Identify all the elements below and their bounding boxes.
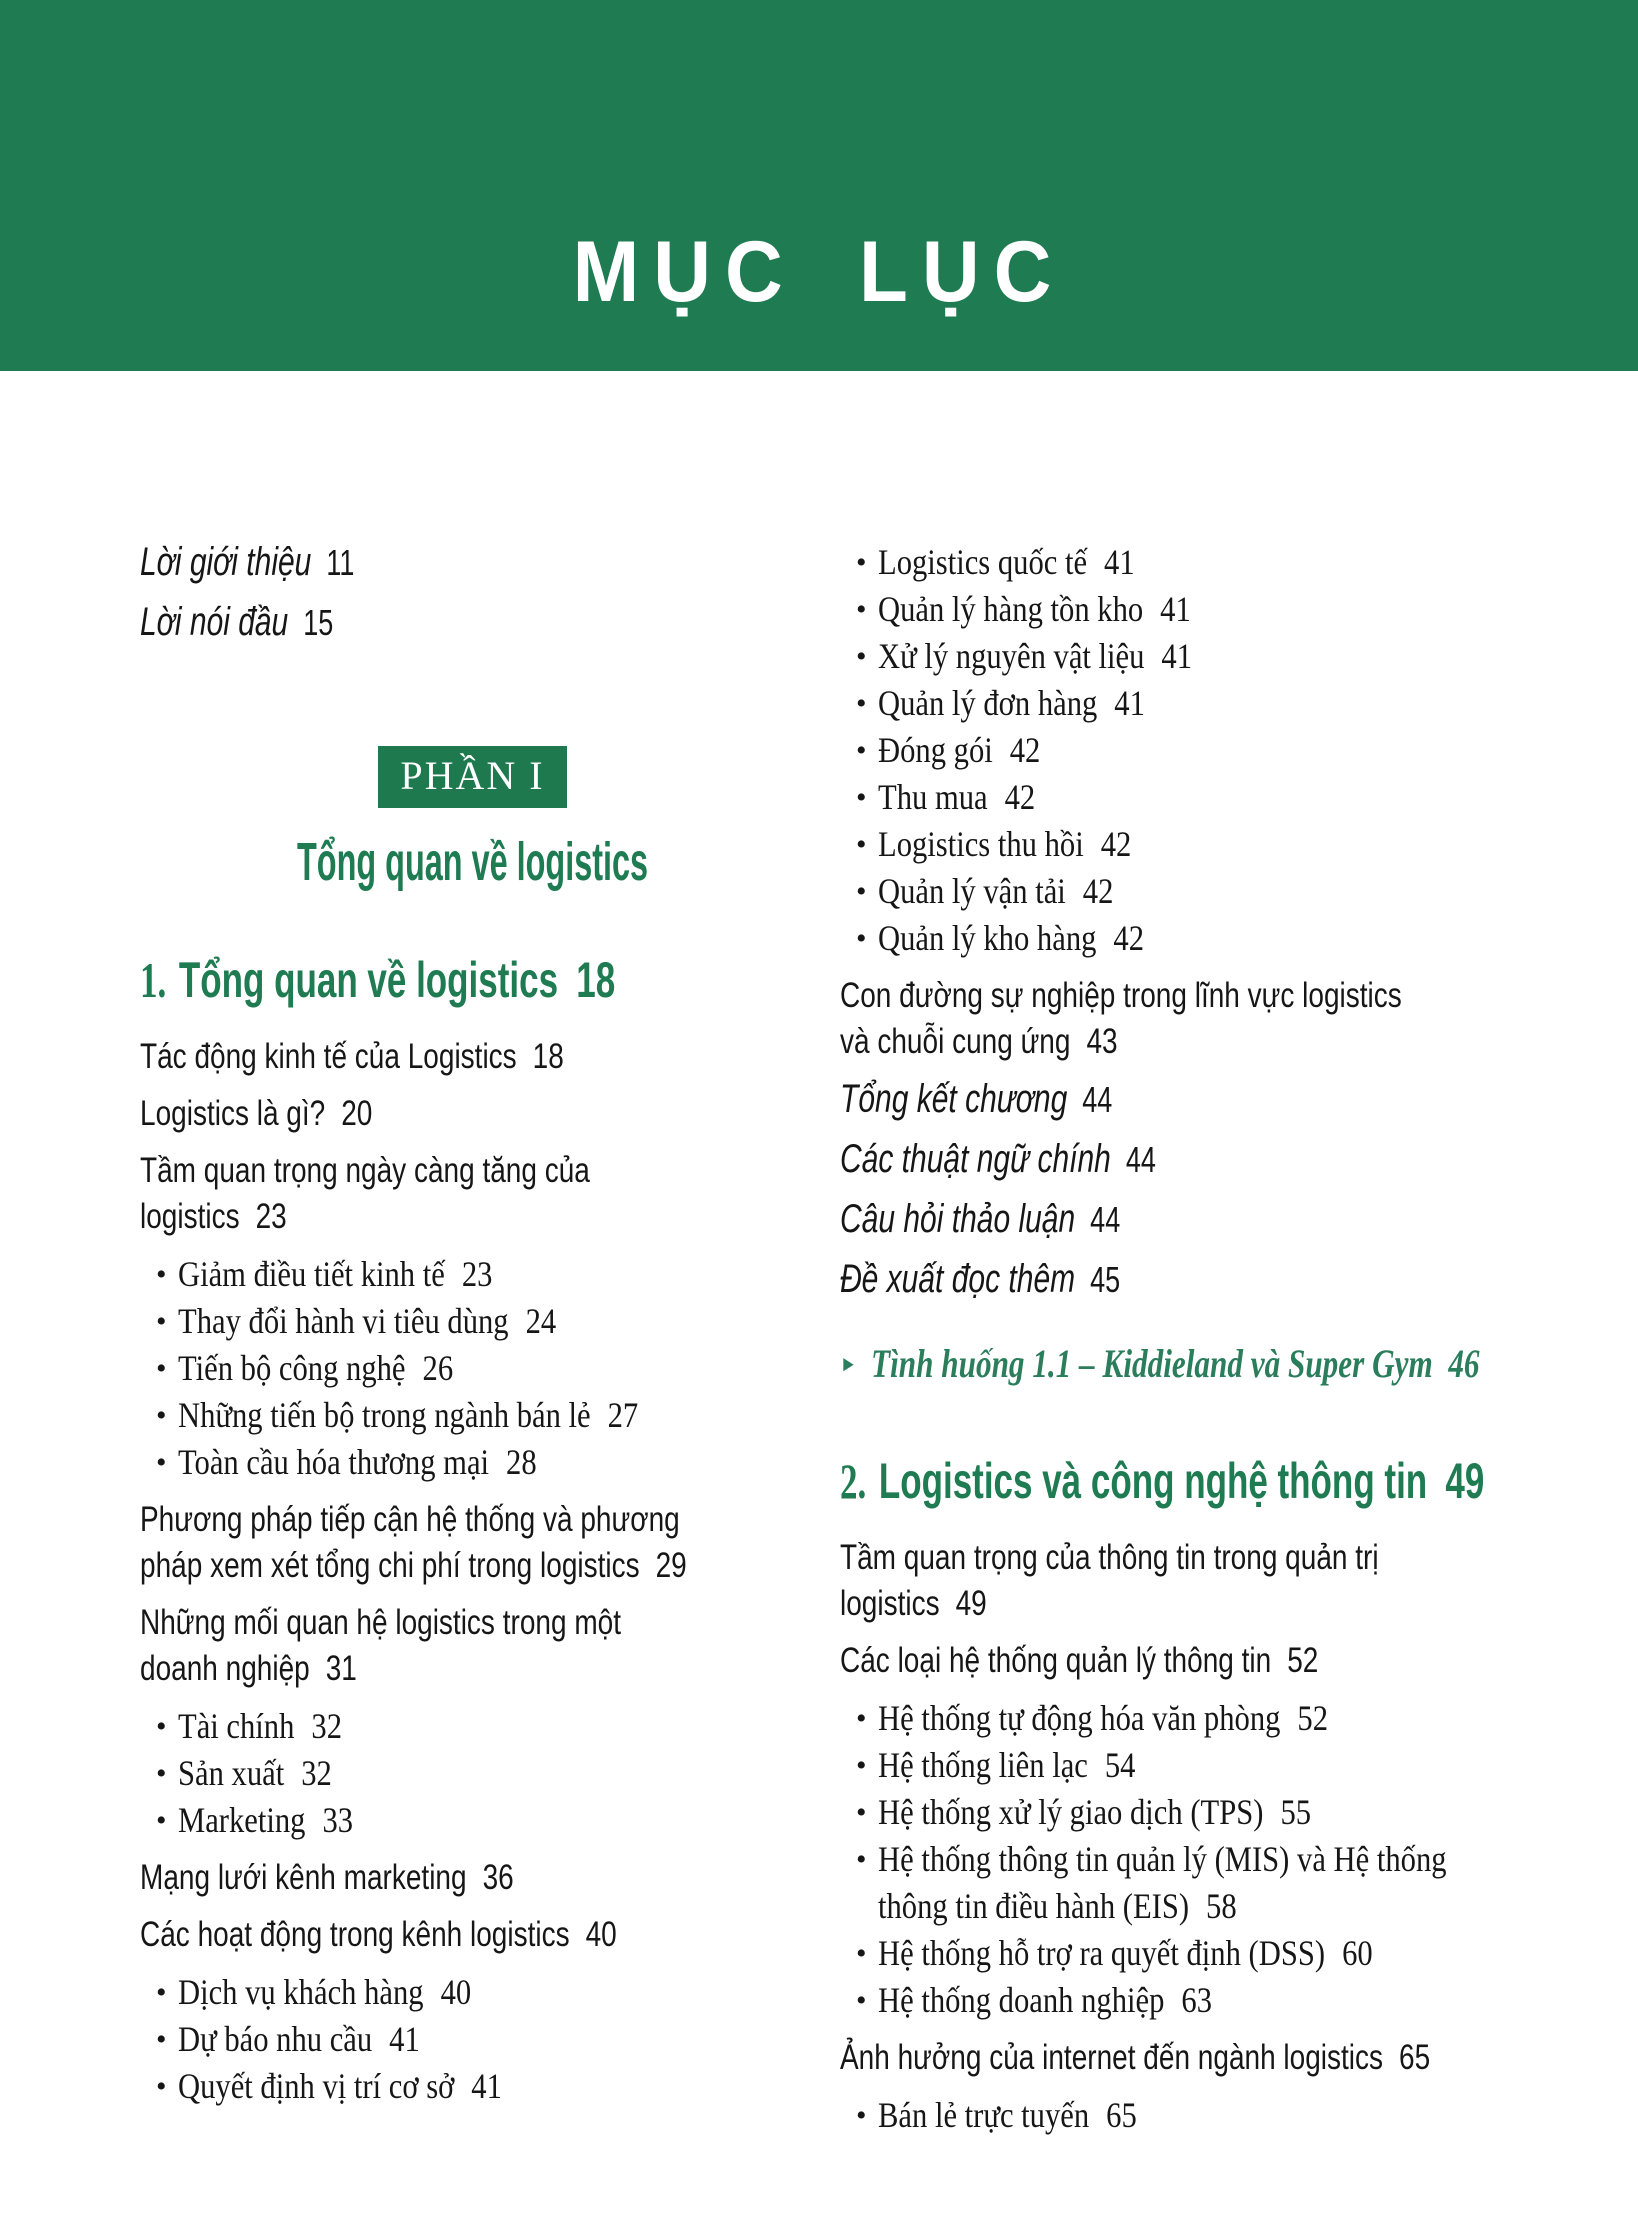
bullet-icon: • <box>856 781 867 814</box>
page-number: 41 <box>389 2019 420 2059</box>
bullet-icon: • <box>856 922 867 955</box>
toc-entry-bullet <box>840 633 1598 680</box>
bullet-icon: • <box>856 1843 867 1876</box>
toc-entry-frontmatter <box>140 539 805 586</box>
page-number: 41 <box>1161 636 1193 676</box>
page-number: 41 <box>1114 683 1145 723</box>
page-number: 41 <box>1104 542 1135 582</box>
toc-entry-text: Câu hỏi thảo luận <box>840 1197 1076 1241</box>
page-number: 60 <box>1342 1933 1373 1973</box>
toc-entry-text: Lời giới thiệu <box>140 540 312 584</box>
bullet-icon: • <box>856 1984 867 2017</box>
bullet-icon: • <box>856 593 867 626</box>
toc-entry-text: Hệ thống tự động hóa văn phòng <box>878 1698 1281 1738</box>
bullet-icon: • <box>156 1976 167 2009</box>
page-number: 36 <box>482 1858 514 1897</box>
toc-entry-section <box>840 1638 1598 1684</box>
toc-entry-text: Đóng gói <box>878 730 993 770</box>
page-number: 55 <box>1280 1792 1312 1832</box>
toc-entry-part-title <box>140 832 805 892</box>
toc-entry-text: Tổng kết chương <box>840 1077 1068 1121</box>
toc-column-right <box>840 539 1598 2139</box>
page-number: 33 <box>322 1800 354 1840</box>
page-number: 20 <box>341 1094 373 1133</box>
toc-entry-bullet <box>840 539 1598 586</box>
bullet-icon: • <box>856 875 867 908</box>
toc-entry-bullet <box>140 1750 805 1797</box>
chapter-title: Logistics và công nghệ thông tin <box>878 1453 1428 1509</box>
page-number: 23 <box>255 1197 287 1236</box>
toc-entry-bullet <box>140 1439 805 1486</box>
toc-entry-bullet <box>140 1969 805 2016</box>
toc-entry-bullet <box>840 868 1598 915</box>
toc-entry-bullet <box>840 1930 1598 1977</box>
page-number: 27 <box>607 1395 639 1435</box>
toc-entry-text: Tầm quan trọng của thông tin trong quản trị <box>840 1538 1379 1577</box>
page-number: 40 <box>440 1972 472 2012</box>
bullet-icon: • <box>156 1757 167 1790</box>
page-number: 43 <box>1086 1022 1118 1061</box>
toc-entry-text: Quản lý hàng tồn kho <box>878 589 1144 629</box>
page-number: 42 <box>1009 730 1041 770</box>
page-number: 29 <box>655 1546 687 1585</box>
page-number: 24 <box>525 1301 557 1341</box>
toc-entry-bullet <box>840 680 1598 727</box>
page-number: 63 <box>1181 1980 1212 2020</box>
page-number: 42 <box>1100 824 1132 864</box>
chapter-number: 2. <box>840 1453 867 1509</box>
toc-entry-text: Marketing <box>178 1800 306 1840</box>
page-number: 40 <box>585 1915 617 1954</box>
toc-entry-bullet <box>140 1298 805 1345</box>
page-number: 42 <box>1082 871 1114 911</box>
page-number: 15 <box>303 602 334 643</box>
page-number: 11 <box>326 542 355 583</box>
page-number: 32 <box>311 1706 343 1746</box>
toc-entry-section <box>140 1148 805 1240</box>
bullet-icon: • <box>156 2023 167 2056</box>
toc-entry-text: logistics <box>140 1197 240 1236</box>
page-number: 58 <box>1206 1886 1237 1926</box>
toc-entry-text: Sản xuất <box>178 1753 285 1793</box>
bullet-icon: • <box>856 687 867 720</box>
toc-entry-frontmatter <box>140 599 805 646</box>
toc-entry-bullet <box>840 1836 1598 1930</box>
toc-entry-text: Hệ thống thông tin quản lý (MIS) và Hệ thống <box>878 1839 1447 1879</box>
toc-entry-text: Dịch vụ khách hàng <box>178 1972 424 2012</box>
page-number: 32 <box>301 1753 332 1793</box>
toc-entry-text: Toàn cầu hóa thương mại <box>178 1442 490 1482</box>
bullet-icon: • <box>856 2099 867 2132</box>
toc-entry-bullet <box>840 586 1598 633</box>
page-number: 23 <box>461 1254 493 1294</box>
bullet-icon: • <box>156 1446 167 1479</box>
page-number: 44 <box>1125 1139 1156 1180</box>
page-number: 65 <box>1106 2095 1137 2135</box>
toc-entry-text: Hệ thống xử lý giao dịch (TPS) <box>878 1792 1264 1832</box>
toc-entry-frontmatter <box>840 1076 1598 1123</box>
page-number: 49 <box>955 1584 987 1623</box>
toc-entry-section <box>140 1497 805 1589</box>
toc-entry-text: Logistics là gì? <box>140 1094 326 1133</box>
bullet-icon: • <box>856 734 867 767</box>
toc-entry-text: Phương pháp tiếp cận hệ thống và phương <box>140 1500 680 1539</box>
toc-entry-bullet <box>840 1695 1598 1742</box>
toc-entry-text: Những tiến bộ trong ngành bán lẻ <box>178 1395 591 1435</box>
bullet-icon: • <box>856 640 867 673</box>
toc-entry-text: Hệ thống hỗ trợ ra quyết định (DSS) <box>878 1933 1326 1973</box>
page-number: 41 <box>1160 589 1191 629</box>
toc-entry-bullet <box>840 821 1598 868</box>
page-number: 42 <box>1113 918 1145 958</box>
toc-entry-text: Lời nói đầu <box>140 600 289 644</box>
toc-entry-section <box>140 1091 805 1137</box>
toc-entry-section <box>840 1535 1598 1627</box>
bullet-icon: • <box>856 546 867 579</box>
page-number: 18 <box>576 952 616 1008</box>
page-number: 44 <box>1082 1079 1113 1120</box>
bullet-icon: • <box>856 1702 867 1735</box>
case-title: Tình huống 1.1 – Kiddieland và Super Gym <box>871 1341 1433 1386</box>
page-number: 45 <box>1090 1259 1121 1300</box>
page-number: 49 <box>1445 1453 1485 1509</box>
page-number: 52 <box>1287 1641 1319 1680</box>
toc-entry-text: thông tin điều hành (EIS) <box>878 1886 1190 1926</box>
toc-content <box>0 371 1638 2139</box>
toc-entry-bullet <box>140 1345 805 1392</box>
header-band <box>0 0 1638 371</box>
toc-entry-frontmatter <box>840 1196 1598 1243</box>
toc-entry-text: Tác động kinh tế của Logistics <box>140 1037 517 1076</box>
page-number: 42 <box>1004 777 1036 817</box>
toc-entry-text: Quản lý kho hàng <box>878 918 1097 958</box>
toc-entry-chapter <box>840 1453 1598 1509</box>
toc-entry-section <box>140 1912 805 1958</box>
bullet-icon: • <box>856 1796 867 1829</box>
toc-entry-section <box>140 1600 805 1692</box>
page-number: 54 <box>1104 1745 1136 1785</box>
bullet-icon: • <box>856 1937 867 1970</box>
toc-entry-part-box <box>378 746 566 808</box>
bullet-icon: • <box>856 828 867 861</box>
toc-entry-section <box>140 1855 805 1901</box>
page-number: 41 <box>471 2066 502 2106</box>
toc-entry-bullet <box>140 1797 805 1844</box>
toc-entry-bullet <box>140 1703 805 1750</box>
toc-entry-text: Logistics thu hồi <box>878 824 1084 864</box>
bullet-icon: • <box>156 1352 167 1385</box>
toc-entry-bullet <box>840 915 1598 962</box>
page-number: 28 <box>506 1442 537 1482</box>
toc-entry-text: và chuỗi cung ứng <box>840 1022 1071 1061</box>
bullet-icon: • <box>856 1749 867 1782</box>
toc-entry-text: Các thuật ngữ chính <box>840 1137 1111 1181</box>
toc-entry-text: Đề xuất đọc thêm <box>840 1257 1076 1301</box>
toc-entry-section <box>840 2035 1598 2081</box>
part-box-label: PHẦN I <box>400 753 545 798</box>
bullet-icon: • <box>156 1804 167 1837</box>
toc-entry-case <box>840 1341 1598 1393</box>
toc-entry-text: Xử lý nguyên vật liệu <box>878 636 1145 676</box>
toc-entry-text: logistics <box>840 1584 940 1623</box>
bullet-icon: • <box>156 1399 167 1432</box>
bullet-icon: • <box>156 1305 167 1338</box>
page-number: 44 <box>1090 1199 1121 1240</box>
toc-entry-text: doanh nghiệp <box>140 1649 310 1688</box>
toc-entry-text: Bán lẻ trực tuyến <box>878 2095 1090 2135</box>
toc-column-left <box>140 539 805 2139</box>
toc-entry-text: Những mối quan hệ logistics trong một <box>140 1603 621 1642</box>
toc-entry-text: Tiến bộ công nghệ <box>178 1348 406 1388</box>
toc-entry-bullet <box>140 2063 805 2110</box>
toc-entry-bullet <box>140 1392 805 1439</box>
case-marker-icon: ► <box>840 1351 857 1376</box>
page-number: 26 <box>422 1348 454 1388</box>
toc-entry-section <box>140 1034 805 1080</box>
toc-entry-text: pháp xem xét tổng chi phí trong logistics <box>140 1546 640 1585</box>
toc-entry-text: Quản lý vận tải <box>878 871 1066 911</box>
toc-entry-text: Các loại hệ thống quản lý thông tin <box>840 1641 1272 1680</box>
toc-entry-text: Ảnh hưởng của internet đến ngành logistics <box>840 2038 1384 2077</box>
page-number: 31 <box>325 1649 357 1688</box>
toc-entry-text: Tài chính <box>178 1706 295 1746</box>
toc-entry-bullet <box>840 1977 1598 2024</box>
toc-entry-bullet <box>840 1789 1598 1836</box>
toc-entry-text: Con đường sự nghiệp trong lĩnh vực logistics <box>840 976 1402 1015</box>
toc-entry-bullet <box>140 2016 805 2063</box>
toc-entry-text: Tầm quan trọng ngày càng tăng của <box>140 1151 590 1190</box>
toc-entry-text: Logistics quốc tế <box>878 542 1088 582</box>
bullet-icon: • <box>156 1258 167 1291</box>
bullet-icon: • <box>156 1710 167 1743</box>
toc-entry-text: Hệ thống doanh nghiệp <box>878 1980 1165 2020</box>
toc-entry-text: Dự báo nhu cầu <box>178 2019 373 2059</box>
toc-entry-bullet <box>840 727 1598 774</box>
toc-entry-text: Hệ thống liên lạc <box>878 1745 1088 1785</box>
toc-entry-text: Thay đổi hành vi tiêu dùng <box>178 1301 509 1341</box>
toc-entry-chapter <box>140 952 805 1008</box>
page-number: 18 <box>532 1037 564 1076</box>
toc-entry-text: Quyết định vị trí cơ sở <box>178 2066 455 2106</box>
toc-entry-section <box>840 973 1598 1065</box>
toc-entry-text: Quản lý đơn hàng <box>878 683 1098 723</box>
toc-entry-frontmatter <box>840 1136 1598 1183</box>
part-title-text: Tổng quan về logistics <box>296 832 649 892</box>
chapter-number: 1. <box>140 952 167 1008</box>
toc-entry-bullet <box>140 1251 805 1298</box>
toc-entry-text: Mạng lưới kênh marketing <box>140 1858 467 1897</box>
page-number: 46 <box>1448 1341 1480 1386</box>
toc-entry-text: Thu mua <box>878 777 988 817</box>
bullet-icon: • <box>156 2070 167 2103</box>
toc-entry-bullet <box>840 2092 1598 2139</box>
toc-entry-bullet <box>840 774 1598 821</box>
page-title: MỤC LỤC <box>572 223 1066 320</box>
page-number: 52 <box>1297 1698 1329 1738</box>
page-number: 65 <box>1399 2038 1431 2077</box>
toc-entry-frontmatter <box>840 1256 1598 1303</box>
toc-entry-bullet <box>840 1742 1598 1789</box>
toc-entry-text: Giảm điều tiết kinh tế <box>178 1254 445 1294</box>
toc-entry-text: Các hoạt động trong kênh logistics <box>140 1915 570 1954</box>
chapter-title: Tổng quan về logistics <box>178 952 559 1008</box>
